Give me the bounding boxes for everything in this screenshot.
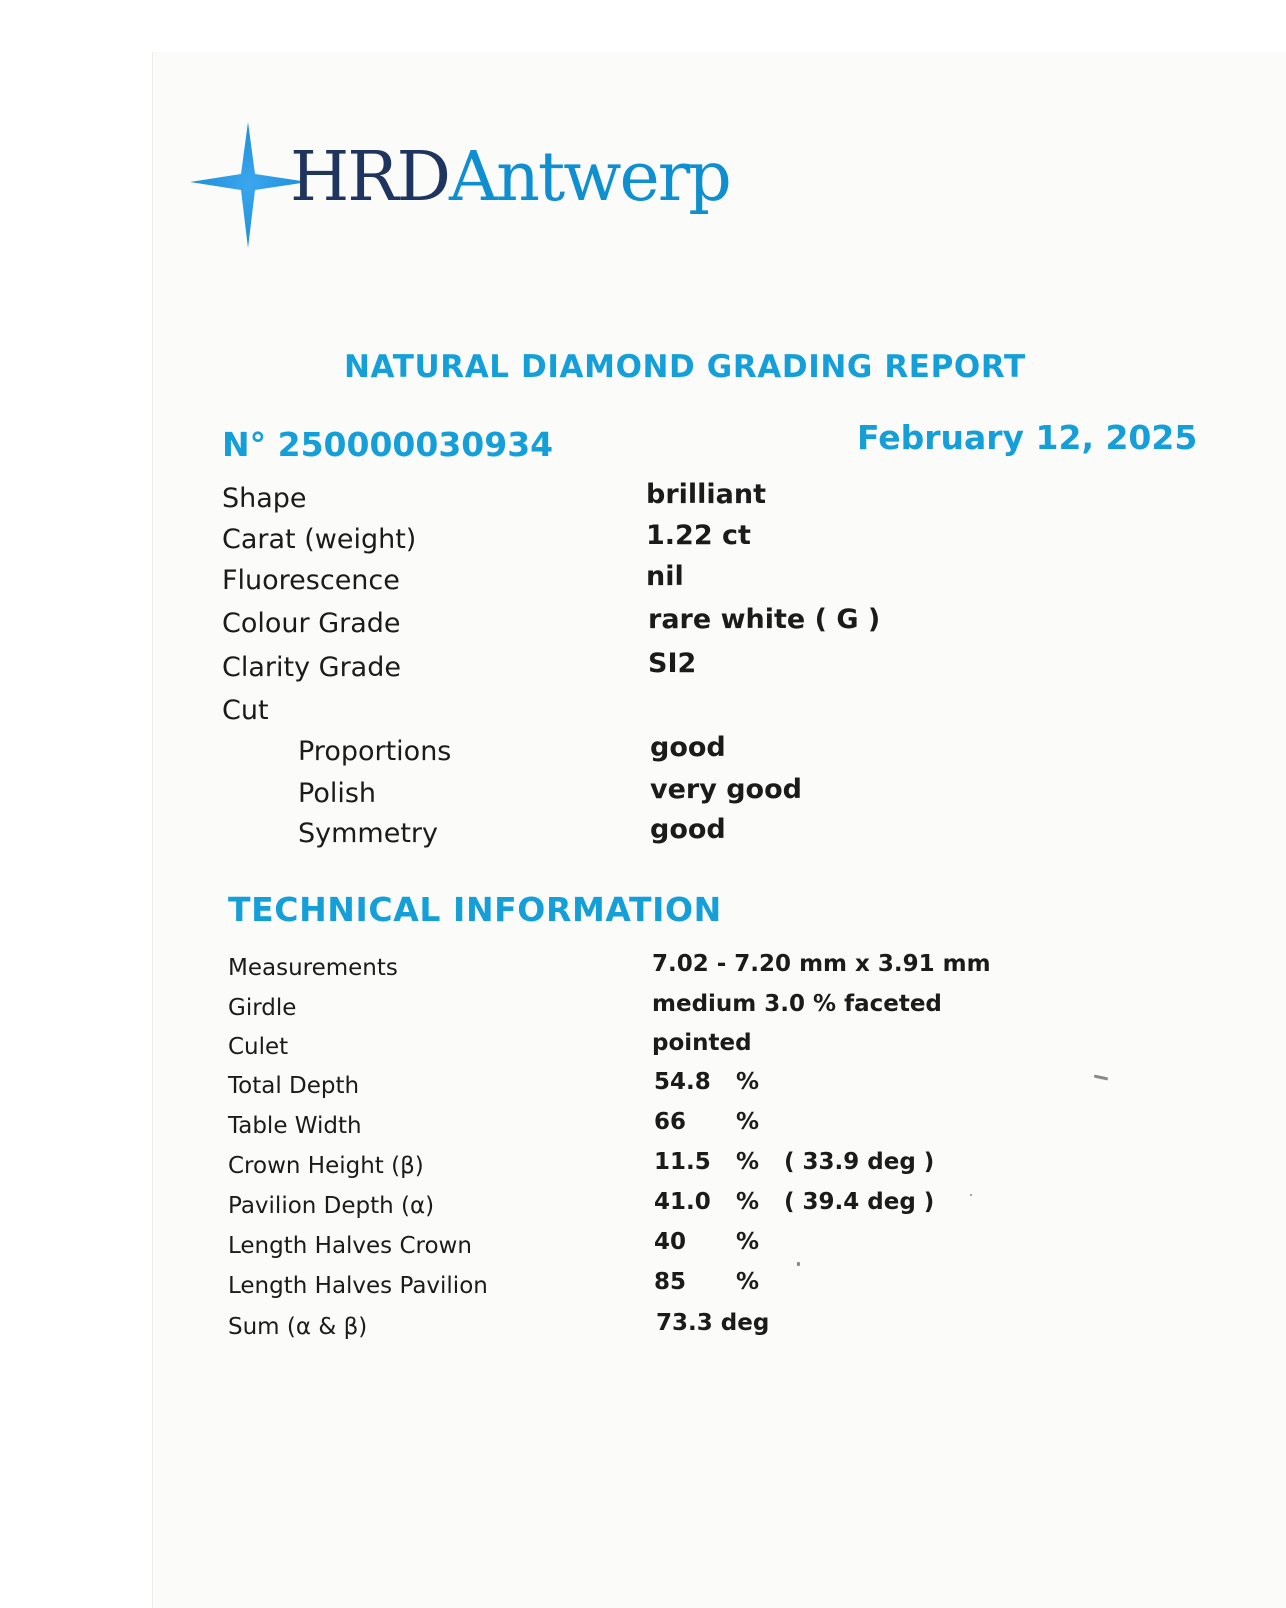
- sum-value: 73.3 deg: [656, 1310, 770, 1336]
- crown-height-angle: ( 33.9 deg ): [784, 1149, 935, 1175]
- length-halves-crown-unit: %: [736, 1229, 760, 1255]
- carat-label: Carat (weight): [222, 524, 417, 555]
- fluorescence-value: nil: [646, 561, 684, 592]
- logo-wordmark: [290, 138, 730, 217]
- culet-label: Culet: [228, 1034, 289, 1060]
- clarity-label: Clarity Grade: [222, 652, 401, 683]
- sum-label: Sum (α & β): [228, 1314, 368, 1340]
- shape-value: brilliant: [646, 479, 767, 510]
- pavilion-depth-unit: %: [736, 1189, 760, 1215]
- crown-height-unit: %: [736, 1149, 760, 1175]
- proportions-label: Proportions: [298, 736, 452, 767]
- measurements-label: Measurements: [228, 955, 398, 981]
- scan-speck: [797, 1262, 800, 1266]
- crown-height-value: 11.5: [654, 1149, 711, 1175]
- crown-height-label: Crown Height (β): [228, 1153, 424, 1179]
- table-width-label: Table Width: [228, 1113, 362, 1139]
- table-width-unit: %: [736, 1109, 760, 1135]
- measurements-value: 7.02 - 7.20 mm x 3.91 mm: [652, 951, 991, 977]
- pavilion-depth-angle: ( 39.4 deg ): [784, 1189, 935, 1215]
- report-date: February 12, 2025: [857, 418, 1198, 457]
- scan-speck: [970, 1194, 972, 1196]
- length-halves-pavilion-value: 85: [654, 1269, 687, 1295]
- polish-label: Polish: [298, 778, 377, 809]
- pavilion-depth-label: Pavilion Depth (α): [228, 1193, 435, 1219]
- symmetry-value: good: [650, 814, 726, 845]
- carat-value: 1.22 ct: [646, 520, 751, 551]
- length-halves-crown-value: 40: [654, 1229, 687, 1255]
- table-width-value: 66: [654, 1109, 687, 1135]
- fluorescence-label: Fluorescence: [222, 565, 400, 596]
- proportions-value: good: [650, 732, 726, 763]
- report-number: N° 250000030934: [222, 425, 554, 464]
- culet-value: pointed: [652, 1030, 752, 1056]
- total-depth-unit: %: [736, 1069, 760, 1095]
- logo-wordmark-antwerp: Antwerp: [449, 138, 730, 217]
- length-halves-crown-label: Length Halves Crown: [228, 1233, 472, 1259]
- colour-label: Colour Grade: [222, 608, 401, 639]
- shape-label: Shape: [222, 483, 307, 514]
- symmetry-label: Symmetry: [298, 818, 438, 849]
- girdle-value: medium 3.0 % faceted: [652, 991, 942, 1017]
- polish-value: very good: [650, 774, 802, 805]
- length-halves-pavilion-label: Length Halves Pavilion: [228, 1273, 488, 1299]
- length-halves-pavilion-unit: %: [736, 1269, 760, 1295]
- pavilion-depth-value: 41.0: [654, 1189, 711, 1215]
- colour-value: rare white ( G ): [648, 604, 881, 635]
- girdle-label: Girdle: [228, 995, 297, 1021]
- technical-info-title: TECHNICAL INFORMATION: [228, 890, 722, 929]
- clarity-value: SI2: [648, 648, 697, 679]
- total-depth-label: Total Depth: [228, 1073, 360, 1099]
- report-title: NATURAL DIAMOND GRADING REPORT: [344, 349, 1026, 385]
- total-depth-value: 54.8: [654, 1069, 711, 1095]
- cut-label: Cut: [222, 695, 269, 726]
- hrd-antwerp-logo: [190, 120, 750, 250]
- logo-wordmark-hrd: HRD: [290, 138, 450, 217]
